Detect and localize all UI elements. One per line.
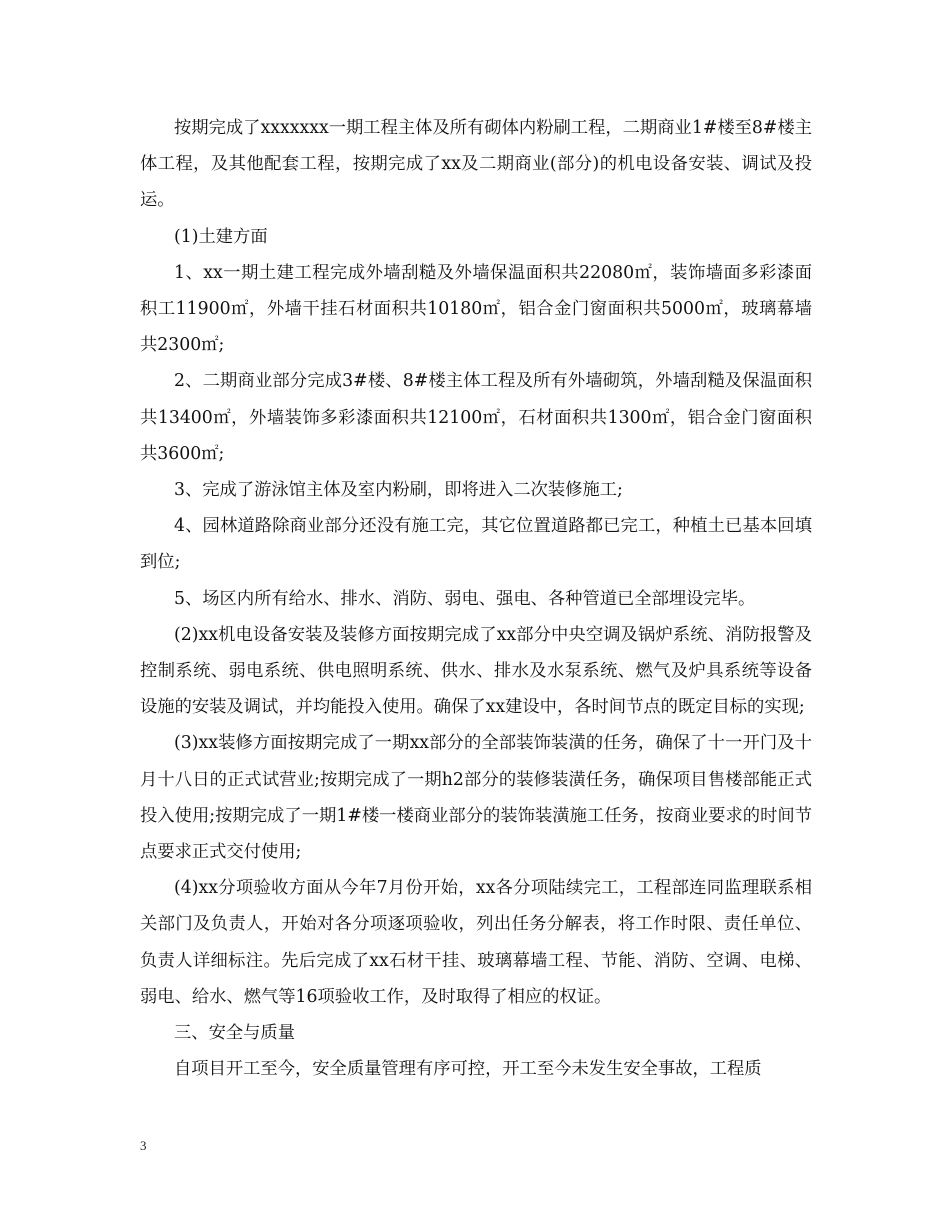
paragraph-item-4: 4、园林道路除商业部分还没有施工完，其它位置道路都已完工，种植土已基本回填到位;	[140, 516, 812, 573]
paragraph-acceptance: (4)xx分项验收方面从今年7月份开始，xx各分项陆续完工，工程部连同监理联系相关部门及负责人，开始对各分项逐项验收，列出任务分解表，将工作时限、责任单位、负责人详细标注。先后完成了xx石材干挂、玻璃幕墙工程、节能、消防、空调、电梯、弱电、给水、燃气等16项验收工作，及时取得了相应的权证。	[140, 878, 812, 1007]
section-heading-safety-quality: 三、安全与质量	[174, 1023, 295, 1044]
paragraph-item-2: 2、二期商业部分完成3#楼、8#楼主体工程及所有外墙砌筑，外墙刮糙及保温面积共13400㎡，外墙装饰多彩漆面积共12100㎡，石材面积共1300㎡，铝合金门窗面积共3600㎡;	[140, 371, 812, 464]
page-number: 3	[140, 1138, 147, 1153]
paragraph-decoration: (3)xx装修方面按期完成了一期xx部分的全部装饰装潢的任务，确保了十一开门及十月十八日的正式试营业;按期完成了一期h2部分的装修装潢任务，确保项目售楼部能正式投入使用;按期完成了一期1#楼一楼商业部分的装饰装潢施工任务，按商业要求的时间节点要求正式交付使用;	[140, 733, 812, 863]
paragraph-item-3: 3、完成了游泳馆主体及室内粉刷，即将进入二次装修施工;	[174, 480, 623, 501]
paragraph-heading-civil-works: (1)土建方面	[174, 226, 268, 247]
paragraph-mep-installation: (2)xx机电设备安装及装修方面按期完成了xx部分中央空调及锅炉系统、消防报警及控制系统、弱电系统、供电照明系统、供水、排水及水泵系统、燃气及炉具系统等设备设施的安装及调试，并均能投入使用。确保了xx建设中，各时间节点的既定目标的实现;	[140, 624, 812, 718]
paragraph-item-5: 5、场区内所有给水、排水、消防、弱电、强电、各种管道已全部埋设完毕。	[174, 588, 756, 609]
paragraph-item-1: 1、xx一期土建工程完成外墙刮糙及外墙保温面积共22080㎡，装饰墙面多彩漆面积工11900㎡，外墙干挂石材面积共10180㎡，铝合金门窗面积共5000㎡，玻璃幕墙共2300㎡;	[140, 262, 812, 356]
document-body	[140, 110, 812, 1087]
paragraph-summary: 按期完成了xxxxxxx一期工程主体及所有砌体内粉刷工程，二期商业1#楼至8#楼主体工程，及其他配套工程，按期完成了xx及二期商业(部分)的机电设备安装、调试及投运。	[140, 118, 812, 211]
paragraph-safety-quality: 自项目开工至今，安全质量管理有序可控，开工至今未发生安全事故，工程质	[174, 1059, 762, 1080]
